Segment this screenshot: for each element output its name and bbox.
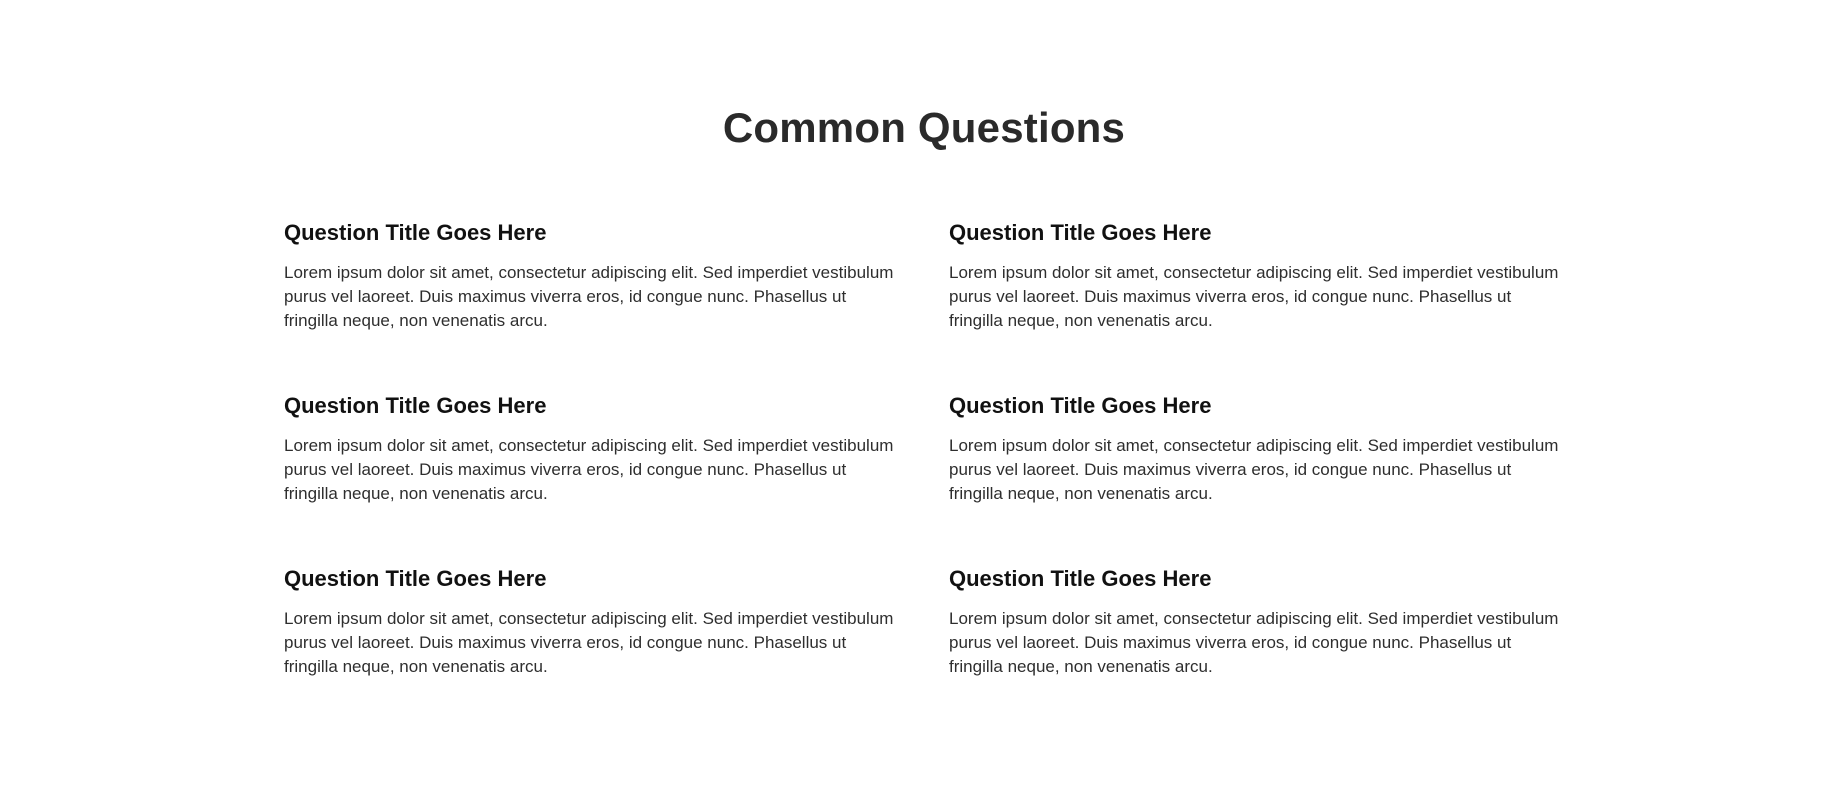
faq-answer: Lorem ipsum dolor sit amet, consectetur adipiscing elit. Sed imperdiet vestibulum purus vel laoreet. Duis maximus viverra eros, id congue nunc. Phasellus ut fringilla neque, non venenatis arcu. bbox=[284, 263, 894, 330]
faq-item bbox=[949, 564, 1569, 679]
faq-item bbox=[284, 218, 904, 333]
faq-question: Question Title Goes Here bbox=[284, 393, 547, 418]
faq-question: Question Title Goes Here bbox=[949, 393, 1212, 418]
faq-item bbox=[949, 391, 1569, 506]
faq-answer: Lorem ipsum dolor sit amet, consectetur adipiscing elit. Sed imperdiet vestibulum purus vel laoreet. Duis maximus viverra eros, id congue nunc. Phasellus ut fringilla neque, non venenatis arcu. bbox=[949, 263, 1559, 330]
faq-grid bbox=[284, 218, 1564, 679]
section-heading: Common Questions bbox=[722, 104, 1126, 151]
faq-answer: Lorem ipsum dolor sit amet, consectetur adipiscing elit. Sed imperdiet vestibulum purus vel laoreet. Duis maximus viverra eros, id congue nunc. Phasellus ut fringilla neque, non venenatis arcu. bbox=[949, 436, 1559, 503]
faq-item bbox=[949, 218, 1569, 333]
faq-question: Question Title Goes Here bbox=[284, 566, 547, 591]
faq-answer: Lorem ipsum dolor sit amet, consectetur adipiscing elit. Sed imperdiet vestibulum purus vel laoreet. Duis maximus viverra eros, id congue nunc. Phasellus ut fringilla neque, non venenatis arcu. bbox=[949, 609, 1559, 676]
faq-question: Question Title Goes Here bbox=[949, 566, 1212, 591]
faq-answer: Lorem ipsum dolor sit amet, consectetur adipiscing elit. Sed imperdiet vestibulum purus vel laoreet. Duis maximus viverra eros, id congue nunc. Phasellus ut fringilla neque, non venenatis arcu. bbox=[284, 436, 894, 503]
faq-question: Question Title Goes Here bbox=[284, 220, 547, 245]
faq-question: Question Title Goes Here bbox=[949, 220, 1212, 245]
faq-answer: Lorem ipsum dolor sit amet, consectetur adipiscing elit. Sed imperdiet vestibulum purus vel laoreet. Duis maximus viverra eros, id congue nunc. Phasellus ut fringilla neque, non venenatis arcu. bbox=[284, 609, 894, 676]
faq-item bbox=[284, 564, 904, 679]
faq-item bbox=[284, 391, 904, 506]
